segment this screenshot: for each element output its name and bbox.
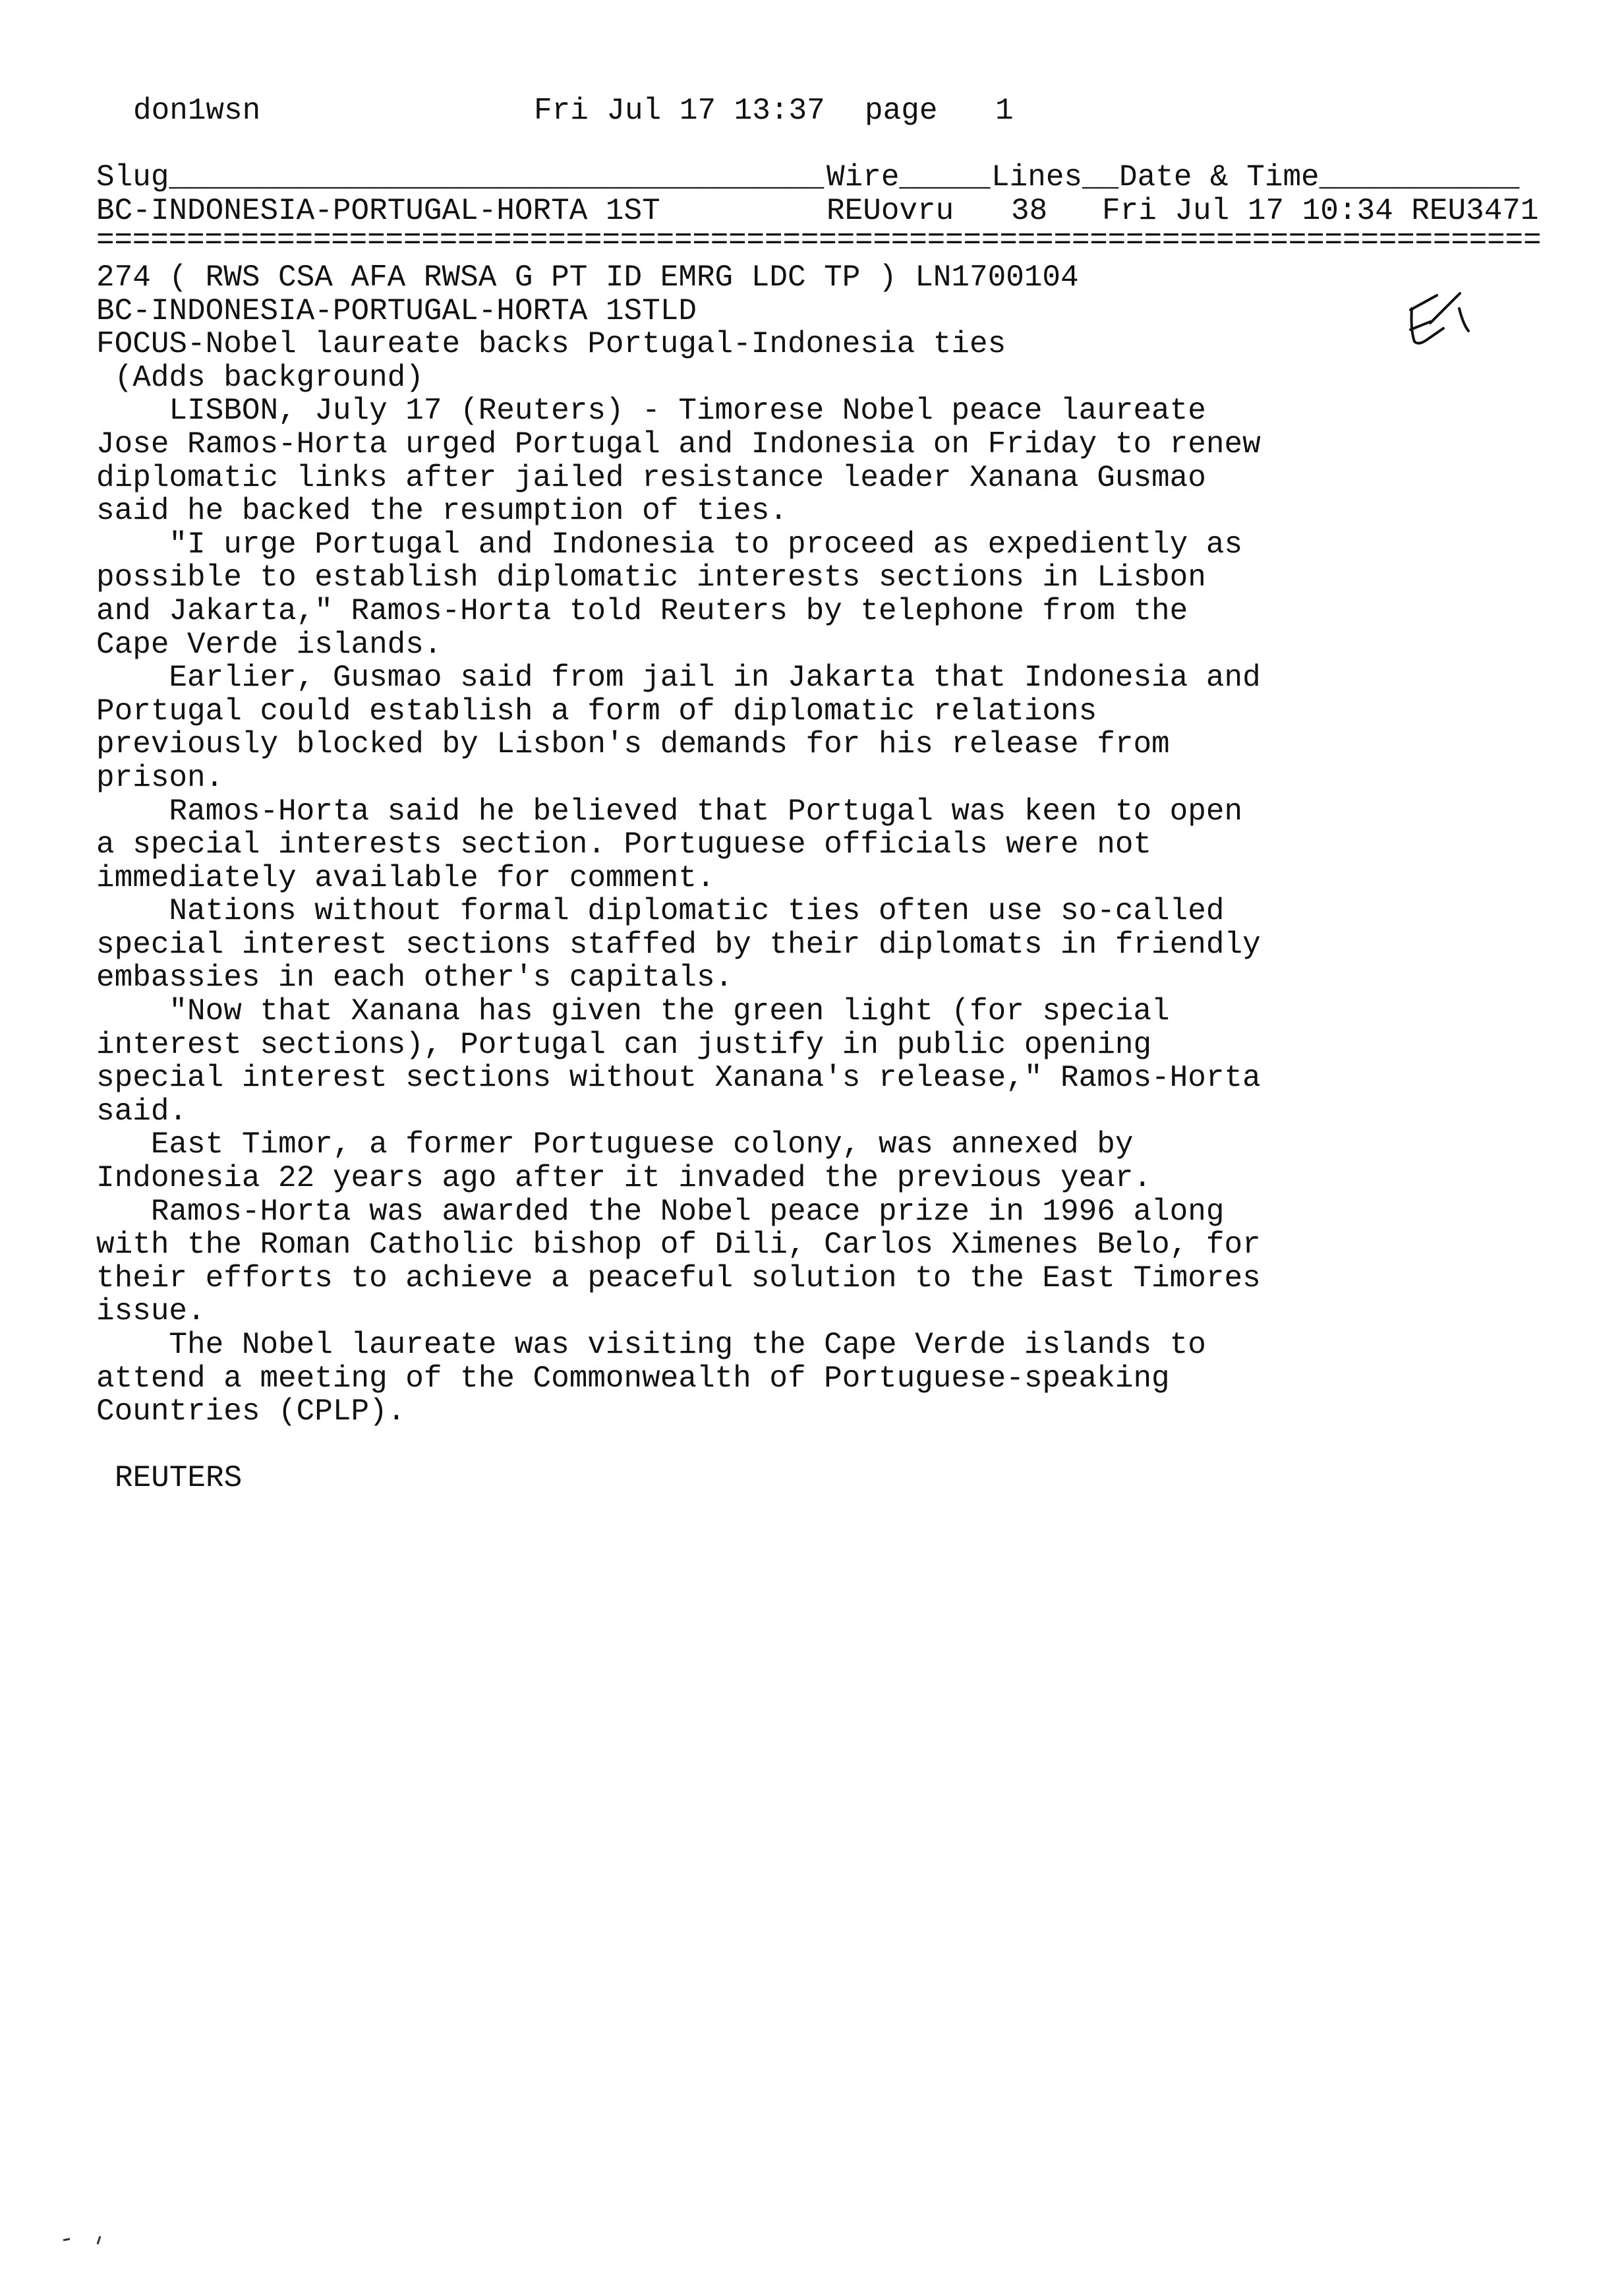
date-label: Date & Time___________ <box>1119 160 1520 194</box>
story-line: Ramos-Horta said he believed that Portugal was keen to open <box>96 794 1243 829</box>
story-line: previously blocked by Lisbon's demands for his release from <box>96 727 1170 762</box>
story-line: "Now that Xanana has given the green light (for special <box>96 994 1170 1029</box>
story-line: The Nobel laureate was visiting the Cape Verde islands to <box>96 1328 1206 1362</box>
story-line: BC-INDONESIA-PORTUGAL-HORTA 1STLD <box>96 293 697 328</box>
lines-label: Lines__ <box>991 160 1119 194</box>
story-line: attend a meeting of the Commonwealth of Portuguese-speaking <box>96 1361 1170 1396</box>
story-line: prison. <box>96 760 224 795</box>
scan-mark-icon <box>61 2228 113 2248</box>
date-value: Fri Jul 17 10:34 REU3471 <box>1102 194 1539 228</box>
story-line: Ramos-Horta was awarded the Nobel peace prize in 1996 along <box>96 1194 1225 1229</box>
handwritten-initials-icon <box>1397 290 1476 363</box>
wire-value: REUovru <box>826 194 954 228</box>
story-line: East Timor, a former Portuguese colony, was annexed by <box>96 1127 1134 1162</box>
story-body <box>96 261 1261 1429</box>
story-line: (Adds background) <box>96 360 424 395</box>
slug-value: BC-INDONESIA-PORTUGAL-HORTA 1ST <box>96 194 660 228</box>
story-line: "I urge Portugal and Indonesia to proceed as expediently as <box>96 527 1243 562</box>
story-line: Cape Verde islands. <box>96 627 442 662</box>
header-page-label: page <box>865 94 938 128</box>
story-line: issue. <box>96 1294 206 1329</box>
story-line: special interest sections staffed by their diplomats in friendly <box>96 927 1261 962</box>
wire-label: Wire_____ <box>826 160 991 194</box>
story-line: Jose Ramos-Horta urged Portugal and Indonesia on Friday to renew <box>96 427 1261 461</box>
story-line: Countries (CPLP). <box>96 1394 406 1429</box>
story-line: special interest sections without Xanana's release," Ramos-Horta <box>96 1061 1261 1096</box>
slug-label: Slug____________________________________ <box>96 160 825 194</box>
double-rule: ================================================================================ <box>96 223 1542 258</box>
story-line: said. <box>96 1094 188 1129</box>
story-line: possible to establish diplomatic interests sections in Lisbon <box>96 560 1206 595</box>
story-line: said he backed the resumption of ties. <box>96 494 788 529</box>
signoff: REUTERS <box>115 1461 243 1495</box>
story-line: Earlier, Gusmao said from jail in Jakarta that Indonesia and <box>96 661 1261 696</box>
header-datetime: Fri Jul 17 13:37 <box>534 94 825 128</box>
story-line: immediately available for comment. <box>96 860 715 895</box>
story-line: interest sections), Portugal can justify in public opening <box>96 1027 1152 1062</box>
story-line: with the Roman Catholic bishop of Dili, Carlos Ximenes Belo, for <box>96 1228 1261 1263</box>
story-line: diplomatic links after jailed resistance leader Xanana Gusmao <box>96 460 1206 495</box>
story-line: and Jakarta," Ramos-Horta told Reuters by telephone from the <box>96 593 1188 628</box>
header-page-number: 1 <box>995 94 1014 128</box>
story-line: LISBON, July 17 (Reuters) - Timorese Nobel peace laureate <box>96 394 1206 429</box>
lines-value: 38 <box>1011 194 1048 228</box>
story-line: Indonesia 22 years ago after it invaded the previous year. <box>96 1161 1152 1196</box>
story-line: FOCUS-Nobel laureate backs Portugal-Indonesia ties <box>96 327 1006 362</box>
story-line: a special interests section. Portuguese officials were not <box>96 827 1152 862</box>
story-line: embassies in each other's capitals. <box>96 961 734 996</box>
header-user: don1wsn <box>133 94 261 128</box>
story-line: their efforts to achieve a peaceful solution to the East Timores <box>96 1261 1261 1295</box>
story-line: Portugal could establish a form of diplomatic relations <box>96 694 1097 728</box>
story-line: 274 ( RWS CSA AFA RWSA G PT ID EMRG LDC TP ) LN1700104 <box>96 260 1079 295</box>
story-line: Nations without formal diplomatic ties often use so-called <box>96 894 1225 929</box>
